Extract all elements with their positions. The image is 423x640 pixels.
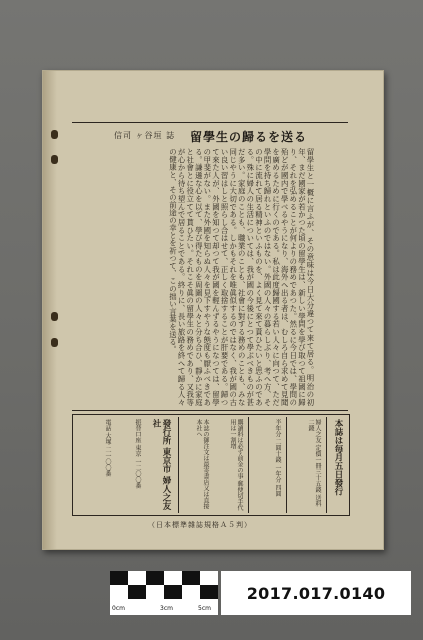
binding-hole [51,130,58,139]
binding-hole [51,312,58,321]
ad-column: 半年分 二圓十錢 一年分 四圓 [274,419,281,497]
scale-square [128,585,146,599]
header-rule [72,122,348,123]
ad-column: 本誌は毎月五日發行 [333,419,343,496]
ad-column: 購讀料は必ず前金の事 郵便切手代用は一割増 [229,419,243,511]
article-title: 留學生の歸るを送る [190,130,308,144]
scale-square [164,571,182,585]
ad-column: 電話 大塚 二一〇〇番 [104,419,111,477]
scale-square [200,571,218,585]
accession-number-label: 2017.017.0140 [221,571,411,615]
scale-square [146,585,164,599]
ad-divider [286,417,287,513]
scale-square [182,585,200,599]
scale-square [146,571,164,585]
ad-column: 婦人之友 定價一冊三十五錢 送料二錢 [307,419,321,507]
ad-divider [248,417,249,513]
body-bottom-rule [72,410,348,411]
article-body: 留學生と一概に言ふが、その意味は今日大分違つて來て居る。明治の初年、まだ國家が若かつた頃の留學生は、新しい學問を學び取つて祖國に歸り、それを弘めることが何よりの務めであつた。然るに今日では、學問の殆どが國内で學べるやうになり、海外へ出る者は、むしろ自ら求めて見聞を廣めるために行くのである。私は此度歸國する若い人々に向つて、ただ學問を持ち歸れといふのではない。外國の人々の暮らしぶり、考へ方、その中に流れて居る精神といふものを、よく見て來て貰ひたいと思ふのである。殊に婦人の生活については、我が國の今後にとつて學ぶべきものが甚だ多い。家庭のことも、職業のことも、社會に對する務めのことも、みな同じやうに大切である。しかもそれを唯眞似するのではなく、我が國の古い良い習はしと照らし合はせて、正しく取捨することが肝要である。歸つて來た人が、外國を知つて却つて我が國を輕んずるやうになつては、留學の甲斐がない。また外國を知らぬ人々を見下すやうな態度も厭ふべきである。謙遜な心を以て、學び得たものを周圍の人々と分ち合ひ、靜かに家庭と社會とに役立てて貰ひたい。それこそ眞の留學生の務めであり、又我等が心から待ち望んで居ることである。終りに、長い旅路を終へて歸る人々の健康と、その前途の幸とを祈つて、この拙い言葉を送る。 [168,148,315,406]
color-scale-bar [110,571,218,615]
scale-label: 5cm [198,605,211,612]
advertisement-box [72,414,350,516]
format-note: （日本標準雜誌規格Ａ５判） [148,521,252,529]
scale-square [200,585,218,599]
scale-square [110,585,128,599]
binding-hole [51,155,58,164]
ad-column: 本誌の御注文は最寄書店又は直接本社へ [195,419,209,509]
ad-column: 振替口座 東京 一二〇〇番 [134,419,141,489]
scale-label: 3cm [160,605,173,612]
article-author: 信司 ヶ谷垣 誌 [114,131,176,140]
binding-hole [51,338,58,347]
scale-square [110,571,128,585]
ad-divider [178,417,179,513]
scale-label: 0cm [112,605,125,612]
ad-divider [326,417,327,513]
scale-square [164,585,182,599]
scale-square [182,571,200,585]
ad-column: 發行所 東京市 婦人之友社 [151,419,171,510]
scale-square [128,571,146,585]
